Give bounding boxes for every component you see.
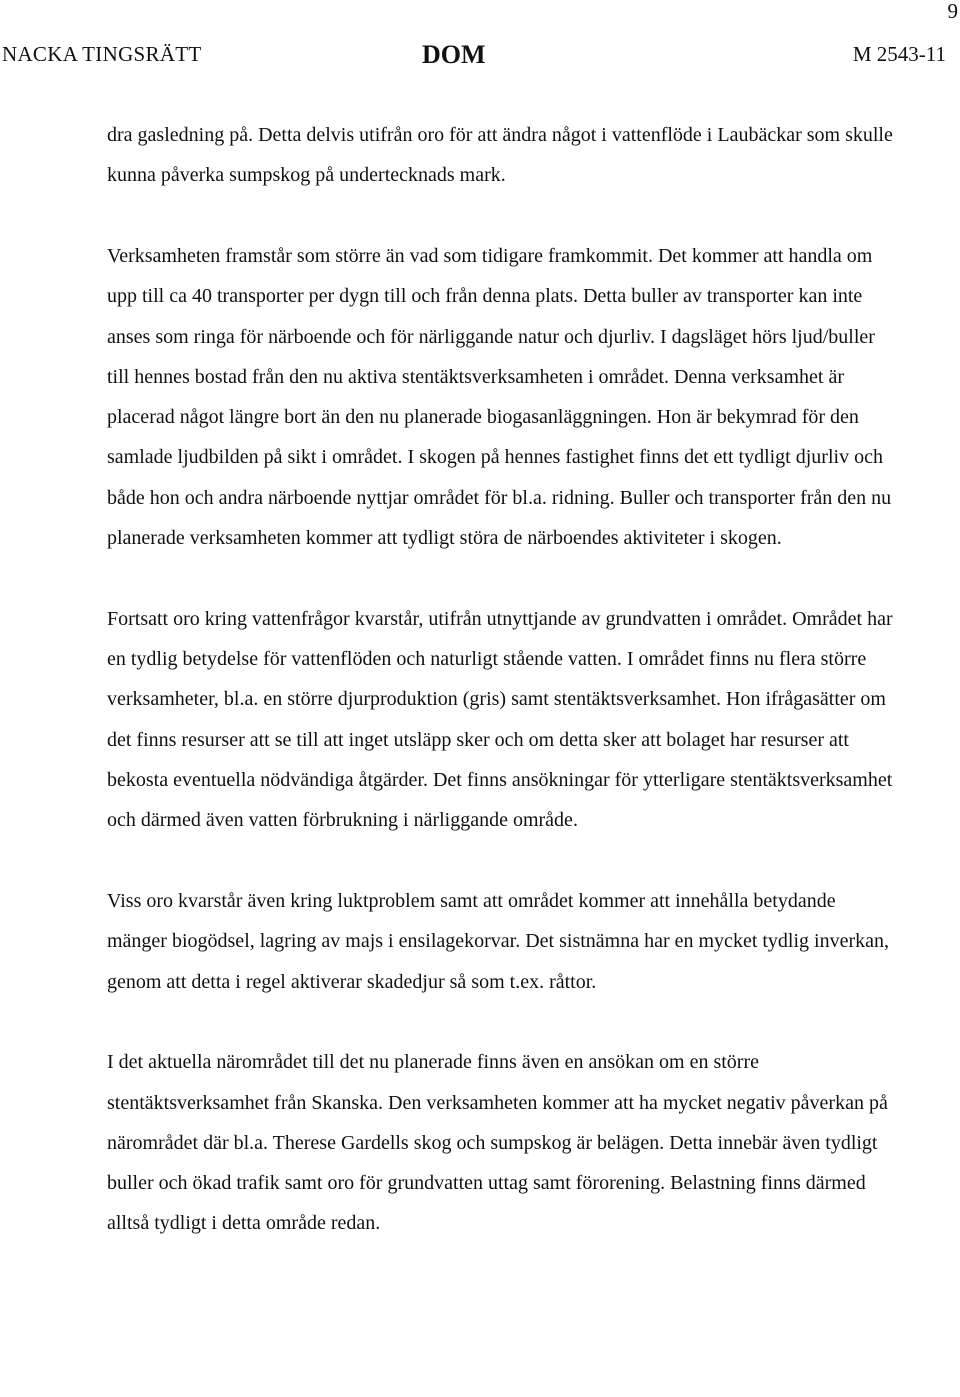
- document-header: [0, 40, 960, 74]
- court-name: NACKA TINGSRÄTT: [2, 42, 202, 66]
- case-number: M 2543-11: [852, 42, 946, 66]
- paragraph-quarry-application: I det aktuella närområdet till det nu planerade finns även en ansökan om en större stentäktsverksamhet från Skanska. Den verksamheten kommer att ha mycket negativ påverkan på närområdet där bl.a. Therese Gardells skog och sumpskog är belägen. Detta innebär även tydligt buller och ökad trafik samt oro för grundvatten uttag samt förorening. Belastning finns därmed alltså tydligt i detta område redan.: [107, 1051, 888, 1235]
- page-number: 9: [947, 0, 958, 23]
- paragraph-water-concerns: Fortsatt oro kring vattenfrågor kvarstår, utifrån utnyttjande av grundvatten i området. Området har en tydlig betydelse för vattenflöden och naturligt stående vatten. I området finns nu flera större verksamheter, bl.a. en större djurproduktion (gris) samt stentäktsverksamhet. Hon ifrågasätter om det finns resurser att se till att inget utsläpp sker och om detta sker att bolaget har resurser att bekosta eventuella nödvändiga åtgärder. Det finns ansökningar för ytterligare stentäktsverksamhet och därmed även vatten förbrukning i närliggande område.: [107, 607, 893, 832]
- paragraph-gas-pipeline: dra gasledning på. Detta delvis utifrån oro för att ändra något i vattenflöde i Laubäckar som skulle kunna påverka sumpskog på undertecknads mark.: [107, 124, 893, 187]
- paragraph-odour-concerns: Viss oro kvarstår även kring luktproblem samt att området kommer att innehålla betydande mänger biogödsel, lagring av majs i ensilagekorvar. Det sistnämna har en mycket tydlig inverkan, genom att detta i regel aktiverar skadedjur så som t.ex. råttor.: [107, 889, 890, 993]
- document-body: [107, 115, 897, 1244]
- document-type: DOM: [422, 40, 486, 69]
- paragraph-transport-noise: Verksamheten framstår som större än vad som tidigare framkommit. Det kommer att handla om upp till ca 40 transporter per dygn till och från denna plats. Detta buller av transporter kan inte anses som ringa för närboende och för närliggande natur och djurliv. I dagsläget hörs ljud/buller till hennes bostad från den nu aktiva stentäktsverksamheten i området. Denna verksamhet är placerad något längre bort än den nu planerade biogasanläggningen. Hon är bekymrad för den samlade ljudbilden på sikt i området. I skogen på hennes fastighet finns det ett tydligt djurliv och både hon och andra närboende nyttjar området för bl.a. ridning. Buller och transporter från den nu planerade verksamheten kommer att tydligt störa de närboendes aktiviteter i skogen.: [107, 244, 892, 550]
